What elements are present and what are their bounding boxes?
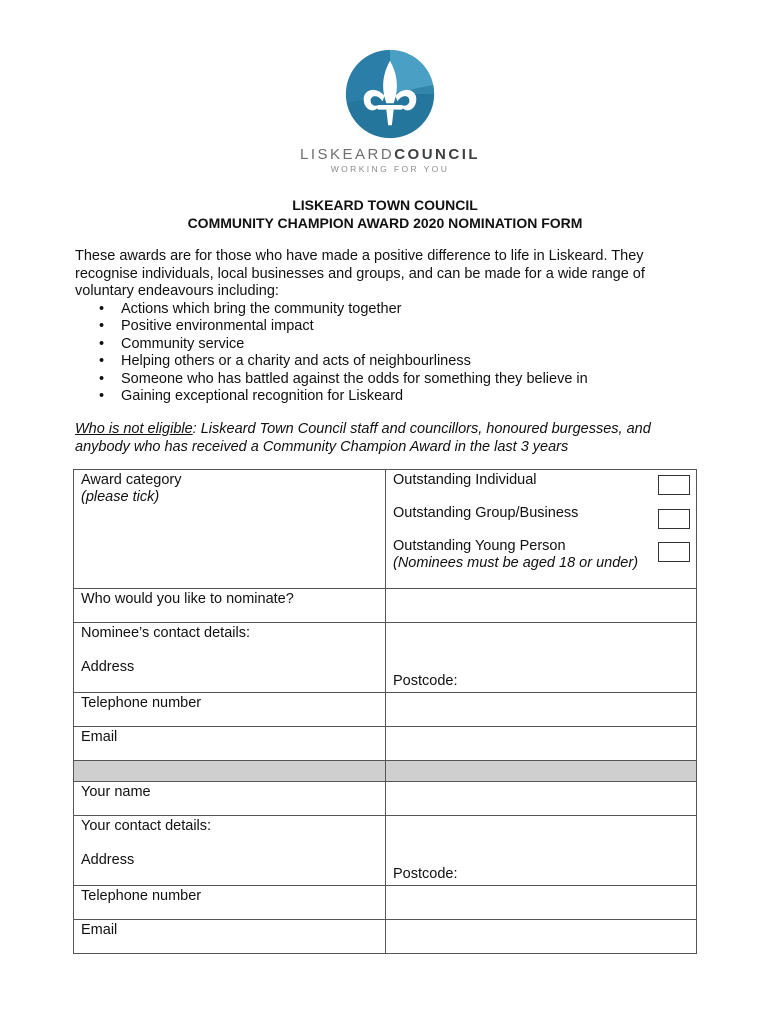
criteria-list [75, 301, 695, 406]
nomination-form [73, 469, 697, 954]
tickbox-individual[interactable] [658, 475, 690, 495]
your-telephone-field[interactable] [386, 886, 697, 920]
nominate-label: Who would you like to nominate? [74, 589, 386, 623]
fleur-de-lis-icon [344, 48, 436, 140]
option-individual-label: Outstanding Individual [393, 472, 537, 488]
section-divider [74, 761, 697, 782]
logo-wordmark: LISKEARDCOUNCIL [300, 146, 481, 163]
nominee-postcode-label: Postcode: [393, 673, 458, 689]
nominee-email-field[interactable] [386, 727, 697, 761]
your-email-field[interactable] [386, 920, 697, 954]
your-name-label: Your name [74, 782, 386, 816]
intro-text: These awards are for those who have made a positive difference to life in Liskeard. They recognise individuals, local businesses and groups, and can be made for a wide range of voluntary endeavours including: [75, 248, 645, 299]
council-logo [300, 48, 480, 174]
nominee-address-label: Address [81, 659, 135, 675]
list-item: • Helping others or a charity and acts of neighbourliness [121, 353, 695, 371]
nominee-telephone-label: Telephone number [74, 693, 386, 727]
your-postcode-label: Postcode: [393, 866, 458, 882]
eligibility-label: Who is not eligible [75, 421, 193, 437]
title-line-2: COMMUNITY CHAMPION AWARD 2020 NOMINATION FORM [187, 215, 583, 231]
nominee-email-label: Email [74, 727, 386, 761]
award-category-options [386, 470, 697, 589]
tickbox-group[interactable] [658, 509, 690, 529]
award-category-hint: (please tick) [81, 489, 160, 505]
your-address-field[interactable] [386, 816, 697, 886]
eligibility-text: : Liskeard Town Council staff and councillors, honoured burgesses, and anybody who has received a Community Champion Award in the last 3 years [75, 421, 651, 455]
option-young-label: Outstanding Young Person [393, 538, 566, 554]
tickbox-young[interactable] [658, 542, 690, 562]
page-title [0, 196, 770, 232]
nominee-telephone-field[interactable] [386, 693, 697, 727]
logo-tagline: WORKING FOR YOU [330, 164, 450, 174]
nominee-address-field[interactable] [386, 623, 697, 693]
option-group-label: Outstanding Group/Business [393, 505, 579, 521]
award-category-label-cell [74, 470, 386, 589]
your-address-label: Address [81, 852, 135, 868]
your-name-field[interactable] [386, 782, 697, 816]
list-item: • Community service [121, 336, 695, 354]
nominee-contact-cell [74, 623, 386, 693]
your-telephone-label: Telephone number [74, 886, 386, 920]
your-contact-cell [74, 816, 386, 886]
your-contact-label: Your contact details: [81, 818, 212, 834]
list-item: • Gaining exceptional recognition for Liskeard [121, 388, 695, 406]
list-item: • Someone who has battled against the odds for something they believe in [121, 371, 695, 389]
nominee-name-field[interactable] [386, 589, 697, 623]
list-item: • Actions which bring the community together [121, 301, 695, 319]
nominee-contact-label: Nominee’s contact details: [81, 625, 250, 641]
your-email-label: Email [74, 920, 386, 954]
award-category-label: Award category [81, 472, 182, 488]
intro-section [75, 248, 695, 406]
list-item: • Positive environmental impact [121, 318, 695, 336]
eligibility-note [75, 421, 700, 456]
title-line-1: LISKEARD TOWN COUNCIL [292, 197, 478, 213]
option-young-note: (Nominees must be aged 18 or under) [393, 555, 639, 571]
